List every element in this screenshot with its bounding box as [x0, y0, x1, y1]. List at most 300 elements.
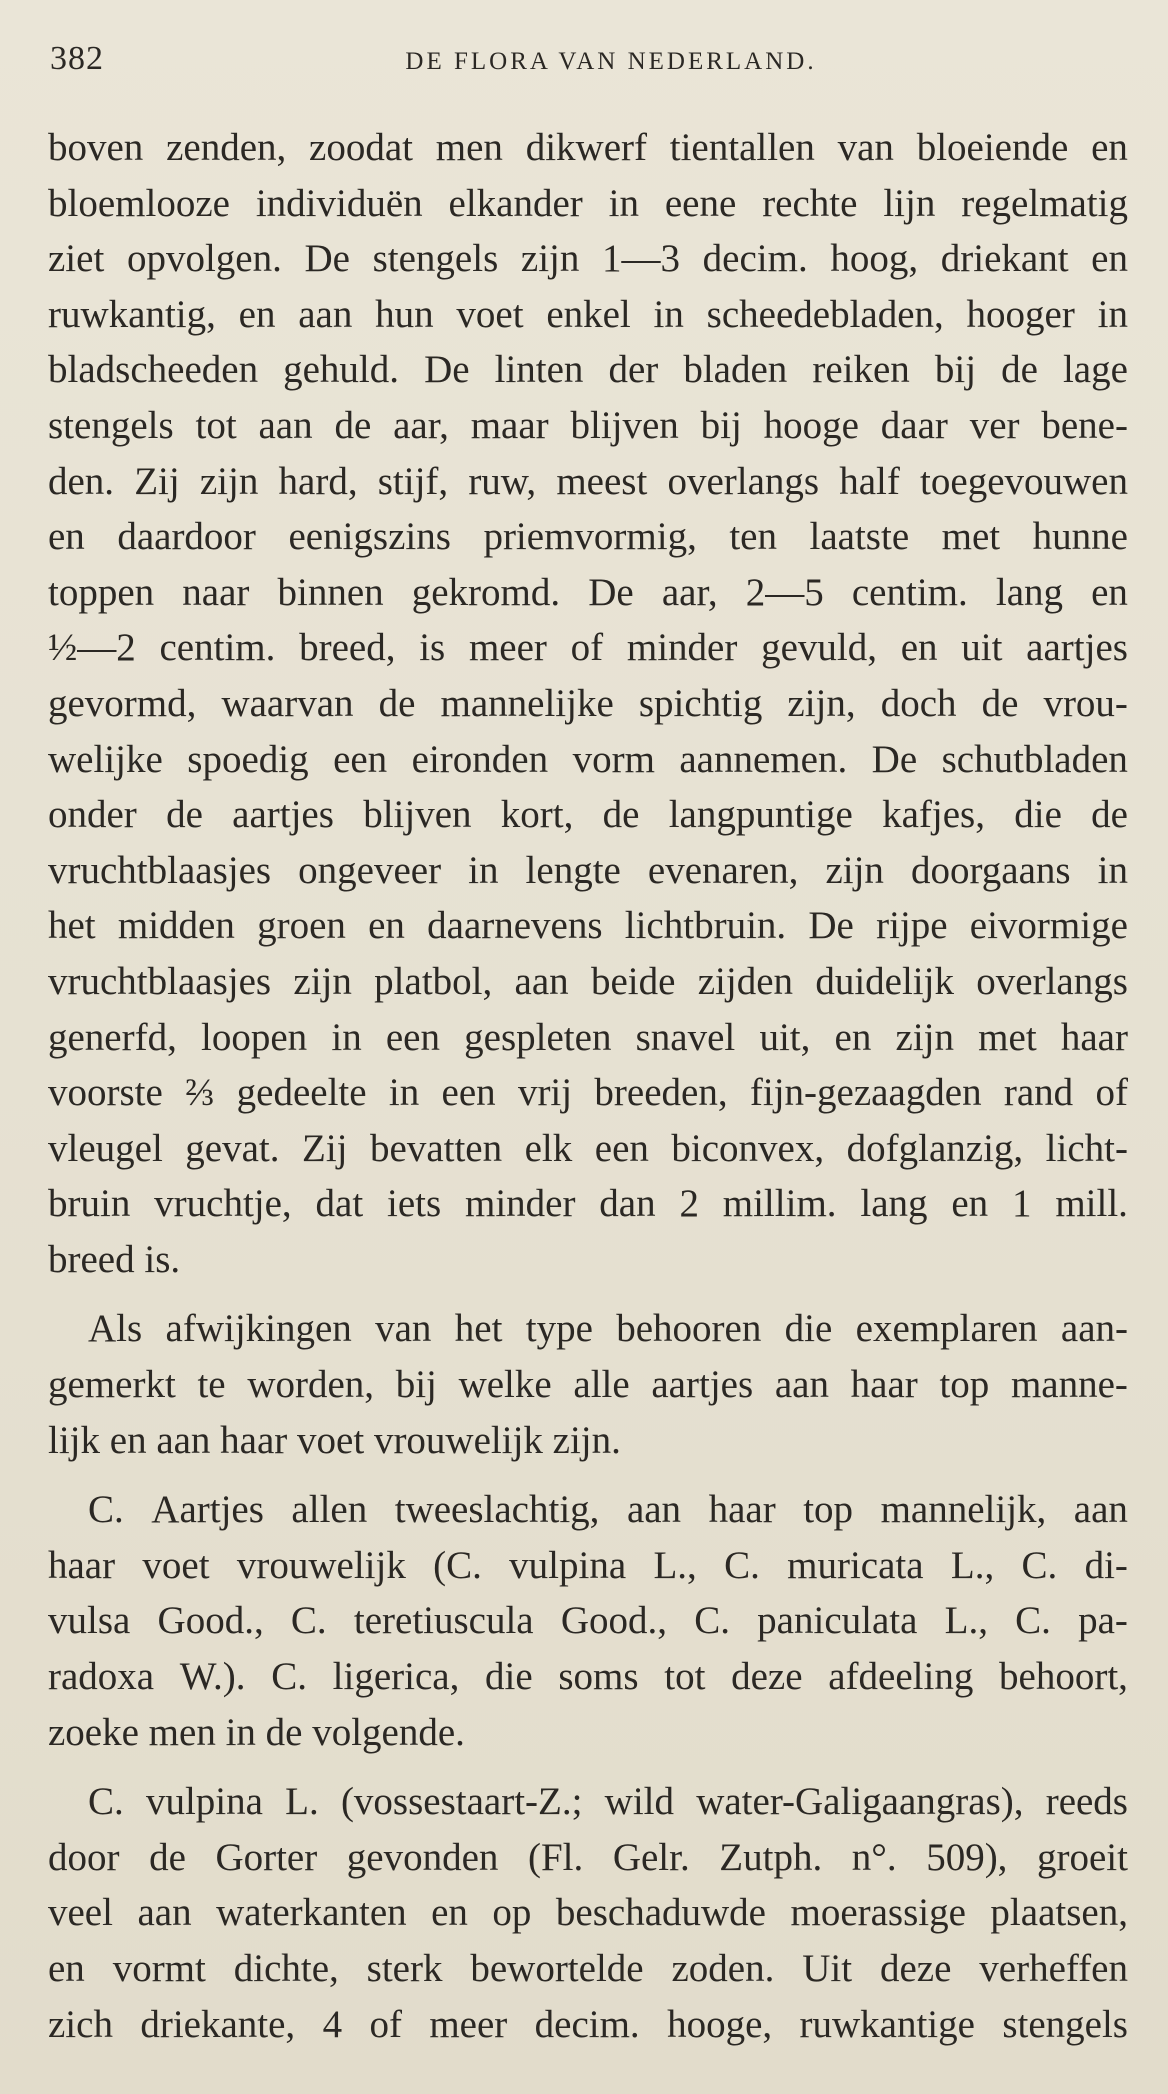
word: dat: [315, 1182, 364, 1226]
text-line: [48, 787, 1128, 843]
word: den.: [48, 459, 115, 503]
text-line: [48, 1121, 1128, 1177]
page-header: [50, 40, 1138, 84]
word: stijf,: [377, 459, 449, 503]
word: zijn: [895, 1015, 954, 1059]
word: stengels: [48, 403, 174, 447]
word: breeden,: [594, 1071, 728, 1115]
word: scheedebladen,: [706, 292, 944, 336]
word: vrouwelijk: [236, 1543, 406, 1587]
word: van: [375, 1307, 432, 1351]
word: ruw,: [468, 459, 537, 503]
word: radoxa: [48, 1655, 155, 1699]
word: aar,: [393, 403, 449, 447]
word: biconvex,: [671, 1126, 825, 1170]
word: is: [419, 626, 446, 670]
word: loopen: [201, 1015, 308, 1059]
word: elk: [524, 1126, 573, 1170]
text-line: [48, 1593, 1128, 1649]
word: bevatten: [370, 1126, 503, 1170]
word: en: [368, 904, 405, 948]
text-line: [48, 1830, 1128, 1886]
word: aan: [774, 1363, 829, 1407]
text-line: [48, 1176, 1128, 1232]
word: aan: [298, 292, 353, 336]
word: en: [1091, 570, 1128, 614]
word: toegevouwen: [920, 459, 1128, 503]
word: ten: [729, 515, 777, 559]
word: De: [424, 348, 470, 392]
word: ziet: [48, 237, 105, 281]
word: afdeeling: [828, 1655, 974, 1699]
word: (vossestaart-Z.;: [340, 1780, 583, 1824]
word: tientallen: [669, 126, 815, 169]
running-head: DE FLORA VAN NEDERLAND.: [405, 48, 817, 75]
word: zijn: [199, 459, 259, 503]
word: welijke: [48, 737, 163, 781]
text-line: [48, 1482, 1128, 1538]
word: op: [492, 1891, 532, 1935]
word: teretiuscula: [353, 1599, 534, 1643]
word: zijn: [520, 237, 580, 281]
word: lengte: [525, 848, 621, 892]
word: en: [834, 1015, 872, 1059]
paragraph-description: [48, 120, 1128, 1287]
word: meer: [468, 626, 547, 670]
word: De: [808, 904, 854, 948]
text-line: [48, 176, 1128, 232]
word: vormt: [112, 1947, 206, 1990]
word: bloemlooze: [48, 181, 230, 225]
word: uit,: [759, 1015, 811, 1059]
word: zich: [48, 2002, 113, 2046]
word: in: [331, 1015, 362, 1059]
word: de: [1001, 348, 1038, 392]
word: ruwkantige: [799, 2002, 975, 2046]
word: vorm: [572, 737, 655, 781]
word: Aartjes: [151, 1488, 264, 1532]
text-line: [48, 231, 1128, 287]
word: doorgaans: [911, 848, 1071, 892]
word: die: [485, 1655, 533, 1699]
word: hoog,: [830, 237, 919, 281]
word: 509),: [926, 1835, 1008, 1879]
word: bewortelde: [470, 1947, 644, 1990]
word: generfd,: [48, 1015, 177, 1059]
word: sterk: [366, 1947, 443, 1990]
word: lichtbruin.: [624, 904, 787, 948]
word: zijn: [825, 848, 884, 892]
word: en: [1091, 237, 1128, 281]
word: manne-: [1010, 1363, 1128, 1407]
word: de: [334, 403, 372, 447]
word: decim.: [534, 2002, 640, 2046]
word: aan: [1073, 1488, 1128, 1532]
word: C.: [88, 1780, 124, 1824]
text-line: [48, 287, 1128, 343]
text-line: zoeke men in de volgende.: [48, 1710, 465, 1754]
word: soms: [558, 1655, 639, 1699]
word: stengels: [372, 237, 499, 281]
word: ⅔: [185, 1071, 215, 1115]
word: men: [435, 126, 503, 169]
word: en: [48, 515, 85, 559]
word: vruchtblaasjes: [48, 959, 272, 1003]
word: mill.: [1055, 1182, 1128, 1226]
word: millim.: [722, 1182, 837, 1226]
word: C.: [694, 1599, 730, 1643]
word: haar: [48, 1543, 116, 1587]
word: half: [839, 459, 900, 503]
word: kafjes,: [882, 793, 985, 837]
word: daar: [880, 403, 948, 447]
word: zenden,: [166, 126, 287, 169]
word: blijven: [570, 403, 679, 447]
word: minder: [626, 626, 738, 670]
word: eivormige: [969, 904, 1128, 948]
paragraph-section-c: [48, 1482, 1128, 1760]
word: een: [385, 1015, 440, 1059]
text-line: [48, 1941, 1128, 1997]
word: 1—3: [602, 237, 681, 281]
word: L.,: [950, 1543, 995, 1587]
page-body: [48, 120, 1128, 2052]
word: wild: [604, 1780, 674, 1824]
word: gemerkt: [48, 1363, 176, 1407]
text-line: [48, 676, 1128, 732]
word: overlangs: [976, 959, 1128, 1003]
text-line: [48, 843, 1128, 899]
word: eironden: [411, 737, 549, 781]
word: laatste: [809, 515, 910, 559]
word: groeit: [1037, 1835, 1128, 1879]
word: hunne: [1032, 515, 1128, 559]
word: schutbladen: [941, 737, 1128, 781]
word: vrou-: [1043, 681, 1128, 725]
word: dikwerf: [525, 126, 647, 169]
word: naar: [182, 570, 250, 614]
word: driekante,: [140, 2002, 296, 2046]
word: licht-: [1045, 1126, 1128, 1170]
word: duidelijk: [815, 959, 954, 1003]
word: te: [197, 1363, 226, 1407]
text-line: [48, 620, 1128, 676]
word: bij: [700, 403, 742, 447]
word: gehuld.: [283, 348, 400, 392]
word: priemvormig,: [483, 515, 697, 559]
word: met: [978, 1015, 1037, 1059]
word: L.,: [944, 1599, 988, 1643]
word: enkel: [546, 292, 631, 336]
word: bruin: [48, 1182, 131, 1226]
word: eenigszins: [288, 515, 451, 559]
word: snavel: [635, 1015, 736, 1059]
word: tot: [195, 403, 237, 447]
word: type: [525, 1307, 593, 1351]
word: haar: [708, 1488, 776, 1532]
word: en: [48, 1947, 85, 1990]
word: minder: [465, 1182, 576, 1226]
word: deze: [731, 1655, 803, 1699]
text-line: lijk en aan haar voet vrouwelijk zijn.: [48, 1418, 621, 1462]
text-line: breed is.: [48, 1237, 181, 1281]
word: worden,: [247, 1363, 375, 1407]
word: C.: [1021, 1543, 1058, 1587]
word: water-Galigaangras),: [696, 1780, 1024, 1824]
word: boven: [48, 126, 144, 169]
word: de: [378, 681, 416, 725]
word: in: [468, 848, 499, 892]
word: waterkanten: [216, 1891, 407, 1935]
word: die: [1014, 793, 1062, 837]
word: en: [431, 1891, 468, 1935]
text-line: [48, 1997, 1128, 2053]
word: C.: [88, 1488, 124, 1532]
word: doch: [880, 681, 957, 725]
word: Zij: [134, 459, 180, 503]
word: in: [653, 292, 684, 336]
word: ligerica,: [332, 1655, 460, 1699]
word: exemplaren: [855, 1307, 1038, 1351]
word: van: [837, 126, 894, 169]
word: aan-: [1060, 1307, 1128, 1351]
word: en: [1091, 126, 1128, 169]
word: gespleten: [464, 1015, 612, 1059]
word: bloeiende: [916, 126, 1069, 169]
word: bladscheeden: [48, 348, 259, 392]
word: Zutph.: [719, 1835, 823, 1879]
word: gevuld,: [761, 626, 877, 670]
word: C.: [1015, 1599, 1051, 1643]
word: de: [166, 793, 203, 837]
word: het: [48, 904, 96, 948]
word: De: [304, 237, 350, 281]
word: deze: [879, 1947, 952, 1990]
word: bij: [395, 1363, 437, 1407]
word: een: [594, 1126, 649, 1170]
word: in: [608, 181, 639, 225]
word: zoden.: [671, 1947, 775, 1990]
word: haar: [1060, 1015, 1128, 1059]
word: De: [588, 570, 634, 614]
word: voet: [142, 1543, 210, 1587]
word: en: [238, 292, 276, 336]
text-line: [48, 1065, 1128, 1121]
word: mannelijke: [440, 681, 614, 725]
word: evenaren,: [647, 848, 799, 892]
word: W.).: [179, 1655, 246, 1699]
text-line: [48, 120, 1128, 176]
word: tot: [664, 1655, 706, 1699]
word: het: [454, 1307, 503, 1351]
word: meer: [429, 2002, 508, 2046]
word: ver: [969, 403, 1020, 447]
word: Als: [88, 1307, 143, 1351]
text-line: [48, 898, 1128, 954]
word: gevat.: [185, 1126, 280, 1170]
paragraph-c-vulpina: [48, 1774, 1128, 2052]
word: De: [871, 737, 918, 781]
word: vruchtblaasjes: [48, 848, 272, 892]
word: Good.,: [560, 1599, 667, 1643]
word: aar,: [661, 570, 718, 614]
word: lage: [1062, 348, 1128, 392]
word: 4: [322, 2002, 343, 2046]
word: in: [388, 1071, 420, 1115]
text-line: [48, 954, 1128, 1010]
word: lijn: [883, 181, 936, 225]
word: maar: [470, 403, 549, 447]
word: C.: [271, 1655, 307, 1699]
word: hooge: [763, 403, 859, 447]
word: top: [803, 1488, 854, 1532]
word: 2: [679, 1182, 699, 1226]
word: en: [951, 1182, 989, 1226]
word: daardoor: [117, 515, 256, 559]
word: bladen: [683, 348, 788, 392]
word: C.: [724, 1543, 760, 1587]
word: breed,: [299, 626, 396, 670]
word: allen: [291, 1488, 368, 1532]
word: hard,: [278, 459, 358, 503]
word: aan: [514, 959, 569, 1003]
word: rand: [1003, 1071, 1074, 1115]
word: haar: [850, 1363, 918, 1407]
word: 1: [1011, 1182, 1032, 1226]
word: de: [981, 681, 1019, 725]
text-line: [48, 342, 1128, 398]
word: behoort,: [999, 1655, 1128, 1699]
word: de: [149, 1835, 186, 1879]
word: zijn,: [787, 681, 856, 725]
text-line: [48, 1649, 1128, 1705]
word: groen: [257, 904, 346, 948]
word: in: [1097, 292, 1128, 336]
word: platbol,: [374, 959, 493, 1003]
word: centim.: [851, 570, 968, 614]
word: overlangs: [667, 459, 820, 503]
word: dan: [599, 1182, 656, 1226]
word: (Fl.: [527, 1835, 584, 1879]
word: de: [1091, 793, 1128, 837]
word: daarnevens: [427, 904, 603, 948]
word: zoodat: [309, 126, 413, 169]
word: veel: [48, 1891, 113, 1935]
paragraph-variations: [48, 1301, 1128, 1468]
word: reeds: [1045, 1780, 1128, 1824]
word: binnen: [277, 570, 384, 614]
word: die: [784, 1307, 833, 1351]
page-number: 382: [50, 40, 104, 77]
word: vrij: [517, 1071, 573, 1115]
word: gevormd,: [48, 681, 197, 725]
word: di-: [1084, 1543, 1128, 1587]
word: rijpe: [876, 904, 948, 948]
word: aan: [258, 403, 313, 447]
word: uit: [961, 626, 1003, 670]
word: linten: [494, 348, 584, 392]
word: bij: [934, 348, 977, 392]
word: fijn-gezaagden: [749, 1071, 982, 1115]
word: vulpina: [145, 1780, 263, 1824]
word: met: [941, 515, 1001, 559]
text-line: [48, 1010, 1128, 1066]
text-line: [48, 398, 1128, 454]
text-line: [48, 509, 1128, 565]
word: Zij: [302, 1126, 348, 1170]
word: hun: [375, 292, 434, 336]
word: decim.: [702, 237, 808, 281]
word: driekant: [940, 237, 1069, 281]
word: zijden: [697, 959, 794, 1003]
text-line: [48, 732, 1128, 788]
word: pa-: [1078, 1599, 1128, 1643]
word: afwijkingen: [165, 1307, 352, 1351]
word: aartjes: [651, 1363, 754, 1407]
word: de: [602, 793, 640, 837]
word: (C.: [433, 1543, 482, 1587]
word: tweeslachtig,: [394, 1488, 600, 1532]
word: een: [333, 737, 388, 781]
word: muricata: [787, 1543, 924, 1587]
word: Gelr.: [612, 1835, 690, 1879]
word: gevonden: [346, 1835, 499, 1879]
word: onder: [48, 793, 137, 837]
text-line: [48, 454, 1128, 510]
word: voorste: [48, 1071, 163, 1115]
word: door: [48, 1835, 120, 1879]
word: lang: [860, 1182, 928, 1226]
word: beide: [590, 959, 676, 1003]
word: of: [369, 2002, 402, 2046]
word: C.: [290, 1599, 327, 1643]
word: langpuntige: [668, 793, 853, 837]
word: aartjes: [232, 793, 334, 837]
word: stengels: [1002, 2002, 1128, 2046]
word: individuën: [255, 181, 423, 225]
word: blijven: [363, 793, 472, 837]
word: gedeelte: [236, 1071, 367, 1115]
word: zijn: [293, 959, 352, 1003]
word: Good.,: [157, 1599, 264, 1643]
word: welke: [458, 1363, 552, 1407]
word: in: [1097, 848, 1128, 892]
word: lang: [995, 570, 1064, 614]
word: iets: [387, 1182, 442, 1226]
word: spoedig: [187, 737, 309, 781]
text-line: [48, 1301, 1128, 1357]
word: ongeveer: [298, 848, 442, 892]
word: verheffen: [979, 1947, 1128, 1990]
word: aannemen.: [679, 737, 848, 781]
word: een: [441, 1071, 496, 1115]
word: of: [1095, 1071, 1128, 1115]
word: en: [900, 626, 938, 670]
word: midden: [117, 904, 235, 948]
word: plaatsen,: [990, 1891, 1128, 1935]
word: gekromd.: [411, 570, 561, 614]
word: dofglanzig,: [846, 1126, 1024, 1170]
word: waarvan: [221, 681, 354, 725]
word: aartjes: [1026, 626, 1128, 670]
word: beschaduwde: [555, 1891, 766, 1935]
word: centim.: [159, 626, 276, 670]
word: hooger: [966, 292, 1075, 336]
word: vulpina: [509, 1543, 627, 1587]
word: voet: [456, 292, 524, 336]
word: bene-: [1041, 403, 1128, 447]
word: reiken: [812, 348, 910, 392]
